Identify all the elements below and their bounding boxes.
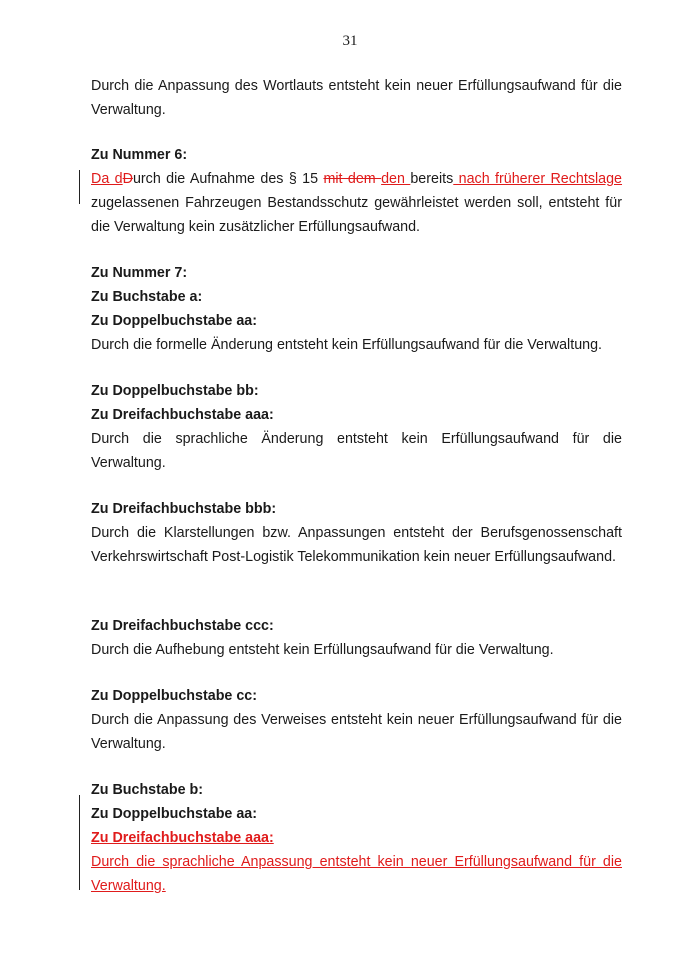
- change-bar: [79, 795, 80, 890]
- paragraph: Durch die Anpassung des Wortlauts entsteht kein neuer Erfüllungsaufwand für die Verwaltung.: [91, 78, 622, 118]
- paragraph: Durch die Anpassung des Verweises entsteht kein neuer Erfüllungsaufwand für die Verwaltung.: [91, 712, 622, 752]
- change-bar: [79, 170, 80, 204]
- paragraph: Durch die formelle Änderung entsteht kein Erfüllungsaufwand für die Verwaltung.: [91, 337, 603, 353]
- heading: Zu Doppelbuchstabe aa:: [91, 313, 258, 329]
- heading: Zu Nummer 6:: [91, 147, 188, 163]
- heading: Zu Buchstabe b:: [91, 782, 203, 798]
- heading: Zu Doppelbuchstabe bb:: [91, 383, 259, 399]
- document-body: [91, 74, 622, 898]
- insertion: nach früherer Rechtslage: [453, 171, 623, 187]
- paragraph-insertion: Durch die sprachliche Anpassung entsteht kein neuer Erfüllungsaufwand für die Verwaltung.: [91, 854, 622, 894]
- paragraph-tracked-changes: [91, 167, 622, 239]
- text: zugelassenen Fahrzeugen Bestandsschutz gewährleistet werden soll, entsteht für die Verwaltung kein zusätzlicher Erfüllungsaufwand.: [91, 195, 622, 235]
- heading: Zu Dreifachbuchstabe bbb:: [91, 501, 277, 517]
- heading: Zu Buchstabe a:: [91, 289, 203, 305]
- paragraph: Durch die Aufhebung entsteht kein Erfüllungsaufwand für die Verwaltung.: [91, 642, 554, 658]
- heading-insertion: Zu Dreifachbuchstabe aaa:: [91, 830, 274, 846]
- insertion: Da d: [91, 171, 123, 187]
- heading: Zu Dreifachbuchstabe ccc:: [91, 618, 274, 634]
- deletion: D: [122, 171, 133, 187]
- deletion: mit dem: [323, 171, 382, 187]
- heading: Zu Doppelbuchstabe aa:: [91, 806, 258, 822]
- text: urch die Aufnahme des § 15: [132, 171, 324, 187]
- text: bereits: [410, 171, 454, 187]
- heading: Zu Nummer 7:: [91, 265, 188, 281]
- paragraph: Durch die Klarstellungen bzw. Anpassungen entsteht der Berufsgenossenschaft Verkehrswirtschaft Post-Logistik Telekommunikation kein neuer Erfüllungsaufwand.: [91, 525, 622, 565]
- heading: Zu Doppelbuchstabe cc:: [91, 688, 258, 704]
- insertion: den: [381, 171, 411, 187]
- paragraph: Durch die sprachliche Änderung entsteht kein Erfüllungsaufwand für die Verwaltung.: [91, 431, 622, 471]
- page-number: 31: [342, 33, 358, 49]
- heading: Zu Dreifachbuchstabe aaa:: [91, 407, 274, 423]
